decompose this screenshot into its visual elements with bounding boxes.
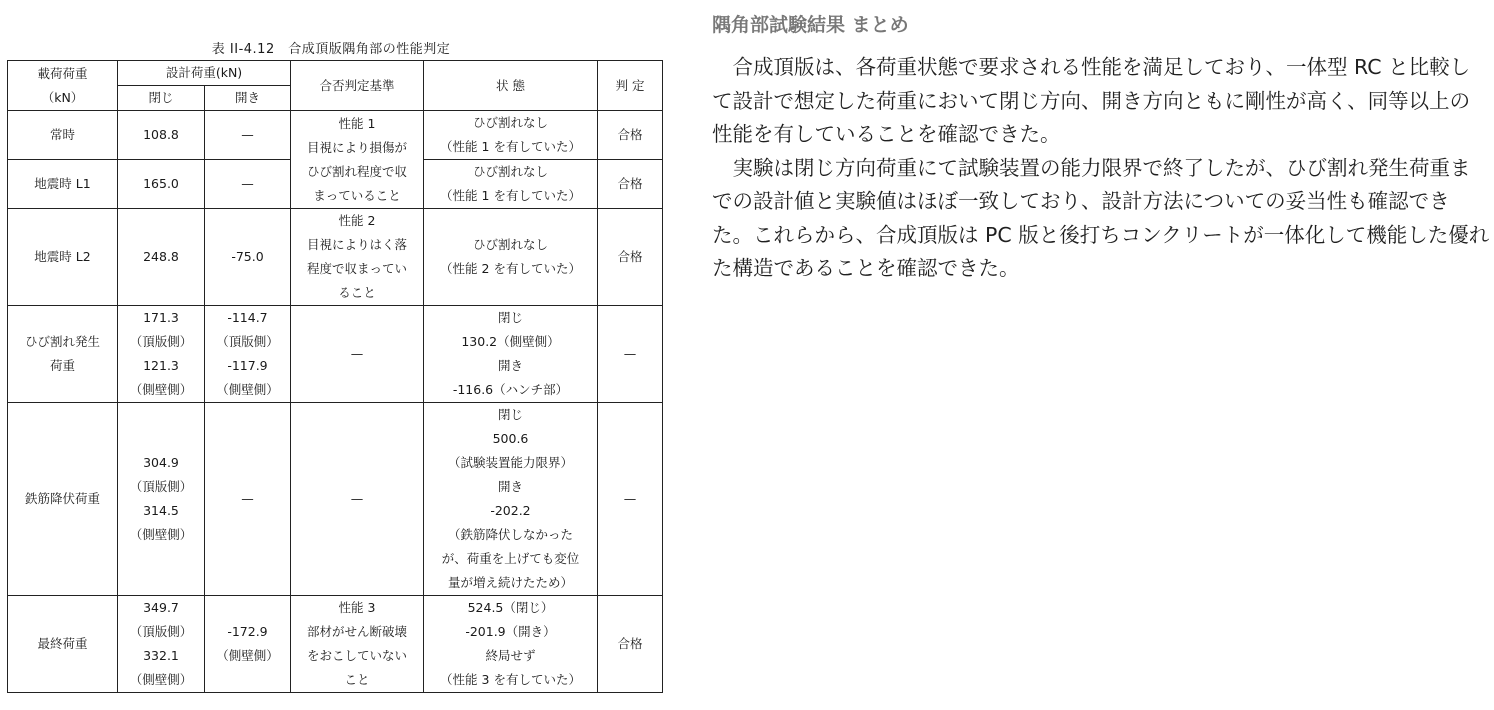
table-caption: 表 II-4.12 合成頂版隅角部の性能判定 <box>211 42 451 57</box>
load-cell: 常時 <box>8 111 118 160</box>
summary-heading: 隅角部試験結果 まとめ <box>712 14 909 36</box>
header-criteria: 合否判定基準 <box>291 61 424 111</box>
closed-cell: 165.0 <box>118 160 205 209</box>
table-header-row <box>8 61 663 86</box>
open-cell: — <box>205 403 291 596</box>
criteria-cell: 性能 3 部材がせん断破壊 をおこしていない こと <box>291 596 424 693</box>
criteria-cell: 性能 1 目視により損傷が ひび割れ程度で収 まっていること <box>291 111 424 209</box>
header-open: 開き <box>205 86 291 111</box>
open-cell: -114.7 （頂版側） -117.9 （側壁側） <box>205 306 291 403</box>
header-state: 状 態 <box>424 61 598 111</box>
table-row <box>8 306 663 403</box>
summary-paragraph: 実験は閉じ方向荷重にて試験装置の能力限界で終了したが、ひび割れ発生荷重までの設計値と実験値はほぼ一致しており、設計方法についての妥当性も確認できた。これらから、合成頂版は PC 版と後打ちコンクリートが一体化して機能した優れた構造であることを確認できた。 <box>712 155 1490 280</box>
table-row <box>8 596 663 693</box>
summary-section <box>712 10 1490 286</box>
judgment-cell: 合格 <box>598 209 663 306</box>
criteria-cell: 性能 2 目視によりはく落 程度で収まってい ること <box>291 209 424 306</box>
state-cell: ひび割れなし （性能 1 を有していた） <box>424 160 598 209</box>
load-cell: 最終荷重 <box>8 596 118 693</box>
open-cell: — <box>205 111 291 160</box>
judgment-cell: — <box>598 306 663 403</box>
state-cell: 閉じ 130.2（側壁側） 開き -116.6（ハンチ部） <box>424 306 598 403</box>
closed-cell: 248.8 <box>118 209 205 306</box>
performance-table <box>7 60 663 693</box>
open-cell: — <box>205 160 291 209</box>
judgment-cell: — <box>598 403 663 596</box>
closed-cell: 349.7 （頂版側） 332.1 （側壁側） <box>118 596 205 693</box>
load-cell: 鉄筋降伏荷重 <box>8 403 118 596</box>
open-cell: -172.9 （側壁側） <box>205 596 291 693</box>
closed-cell: 108.8 <box>118 111 205 160</box>
load-cell: 地震時 L1 <box>8 160 118 209</box>
closed-cell: 171.3 （頂版側） 121.3 （側壁側） <box>118 306 205 403</box>
table-row <box>8 403 663 596</box>
judgment-cell: 合格 <box>598 160 663 209</box>
header-closed: 閉じ <box>118 86 205 111</box>
criteria-cell: — <box>291 403 424 596</box>
judgment-cell: 合格 <box>598 111 663 160</box>
open-cell: -75.0 <box>205 209 291 306</box>
table-row <box>8 209 663 306</box>
state-cell: ひび割れなし （性能 2 を有していた） <box>424 209 598 306</box>
table-row <box>8 111 663 160</box>
closed-cell: 304.9 （頂版側） 314.5 （側壁側） <box>118 403 205 596</box>
header-design-load: 設計荷重(kN) <box>118 61 291 86</box>
header-judgment: 判 定 <box>598 61 663 111</box>
criteria-cell: — <box>291 306 424 403</box>
summary-paragraph: 合成頂版は、各荷重状態で要求される性能を満足しており、一体型 RC と比較して設計で想定した荷重において閉じ方向、開き方向ともに剛性が高く、同等以上の性能を有していることを確認できた。 <box>712 55 1471 146</box>
state-cell: ひび割れなし （性能 1 を有していた） <box>424 111 598 160</box>
state-cell: 閉じ 500.6 （試験装置能力限界） 開き -202.2 （鉄筋降伏しなかった が、荷重を上げても変位 量が増え続けたため） <box>424 403 598 596</box>
load-cell: 地震時 L2 <box>8 209 118 306</box>
header-load: 載荷荷重 （kN） <box>8 61 118 111</box>
load-cell: ひび割れ発生 荷重 <box>8 306 118 403</box>
judgment-cell: 合格 <box>598 596 663 693</box>
state-cell: 524.5（閉じ） -201.9（開き） 終局せず （性能 3 を有していた） <box>424 596 598 693</box>
